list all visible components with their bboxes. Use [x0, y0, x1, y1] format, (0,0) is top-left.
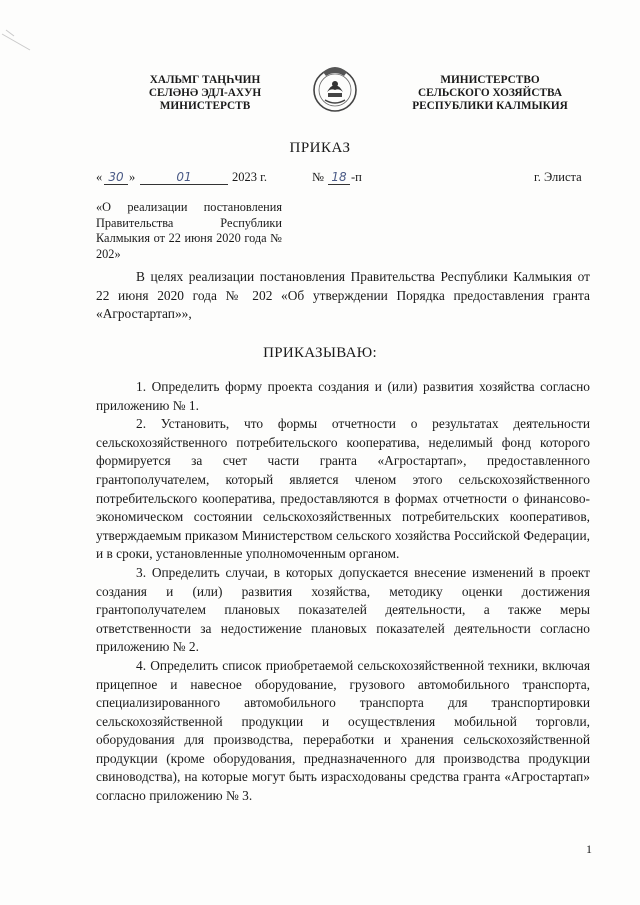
header-right-line: СЕЛЬСКОГО ХОЗЯЙСТВА	[417, 87, 563, 99]
order-number-suffix: -п	[351, 170, 362, 184]
document-title: ПРИКАЗ	[289, 140, 351, 156]
scan-mark	[0, 28, 40, 58]
header-left-line: ХАЛЬМГ ТАҢҺЧИН	[149, 74, 261, 86]
order-heading: ПРИКАЗЫВАЮ:	[263, 345, 377, 361]
preamble: В целях реализации постановления Правительства Республики Калмыкия от 22 июня 2020 года № 202 «Об утверждении Порядка предоставления гранта «Агростартап»»,	[96, 269, 590, 322]
header-right-line: МИНИСТЕРСТВО	[440, 74, 540, 86]
date-month: 01	[176, 170, 192, 184]
date-day: 30	[108, 170, 124, 184]
page-number: 1	[586, 842, 592, 856]
order-item: 4. Определить список приобретаемой сельскохозяйственной техники, включая прицепное и навесное оборудование, грузового автомобильного транспорта, специализированного автомобильного транспорта для транспортировки сельскохозяйственной продукции и осуществления мобильной торговли, оборудования для производства, переработки и хранения сельскохозяйственной продукции (кроме оборудования, предназначенного для производства продукции свиноводства), на которые могут быть израсходованы средства гранта «Агростартап» согласно приложению № 3.	[96, 657, 590, 804]
city: г. Элиста	[534, 170, 582, 184]
order-item: 2. Установить, что формы отчетности о результатах деятельности сельскохозяйственного потребительского кооператива, неделимый фонд которого формируется за счет части гранта «Агростартап», предоставленного грантополучателем, который является членом этого сельскохозяйственного потребительского кооператива, предоставляются в формах отчетности о финансово-экономическом состоянии сельскохозяйственных потребительских кооперативов, утверждаемым приказом Министерством сельского хозяйства Российской Федерации, и в сроки, установленные уполномоченным органом.	[96, 416, 590, 562]
order-number-field	[328, 170, 350, 185]
order-dateline	[96, 170, 590, 186]
date-year: 2023 г.	[232, 170, 267, 184]
order-number: 18	[331, 170, 347, 184]
header-ministry-of-agriculture	[400, 74, 580, 113]
date-close-quote: »	[129, 170, 136, 184]
order-subject: «О реализации постановления Правительства Республики Калмыкия от 22 июня 2020 года № 202»	[96, 200, 282, 261]
order-items	[96, 378, 590, 806]
header-right-line: РЕСПУБЛИКИ КАЛМЫКИЯ	[412, 100, 568, 112]
order-number-label: №	[312, 170, 324, 184]
date-open-quote: «	[96, 170, 103, 184]
header-left-line: СЕЛӘНӘ ЭДЛ-АХУН	[148, 87, 262, 99]
header-kalmyk-ministry	[115, 74, 295, 113]
kalmykia-emblem-icon	[311, 62, 359, 114]
order-item: 1. Определить форму проекта создания и (или) развития хозяйства согласно приложению № 1.	[96, 379, 590, 413]
header-left-line: МИНИСТЕРСТВ	[159, 100, 251, 112]
order-item: 3. Определить случаи, в которых допускается внесение изменений в проект создания и (или) развития хозяйства, методику оценки достижения грантополучателем плановых показателей деятельности, а также меры ответственности за недостижение плановых показателей деятельности согласно приложению № 2.	[96, 564, 590, 655]
date-day-field	[104, 170, 128, 185]
date-month-field	[140, 170, 228, 185]
